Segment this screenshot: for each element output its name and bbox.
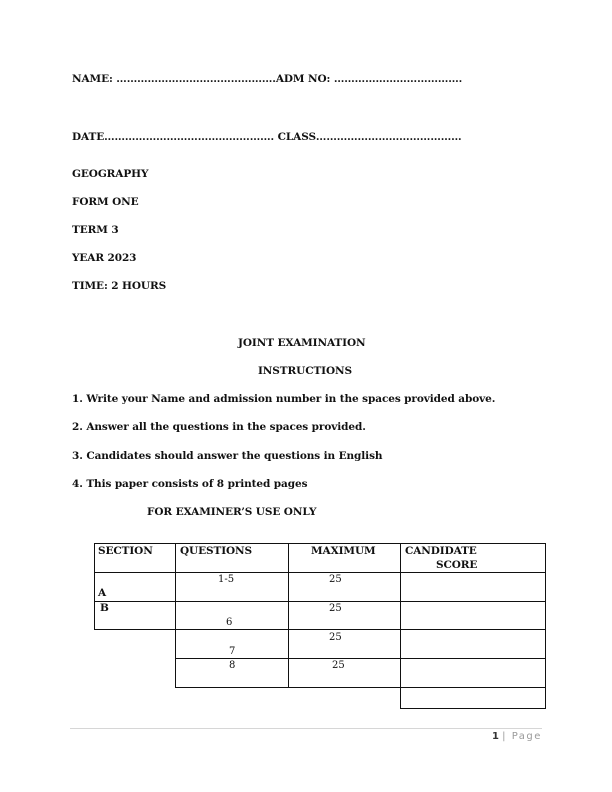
candidate-score-cell[interactable] <box>401 630 545 658</box>
total-score-cell[interactable] <box>401 688 545 708</box>
candidate-score-cell[interactable] <box>401 659 545 687</box>
date-class-line: DATE…………………………………………. CLASS…………………………………… <box>72 131 462 143</box>
header-section: SECTION <box>98 545 153 557</box>
instruction-2: 2. Answer all the questions in the spaces provided. <box>72 421 366 433</box>
row-questions: 8 <box>229 660 236 671</box>
examiner-title: FOR EXAMINER’S USE ONLY <box>147 506 317 518</box>
row-maximum: 25 <box>329 574 342 585</box>
table-border <box>288 543 289 688</box>
header-maximum: MAXIMUM <box>311 545 376 557</box>
table-border <box>545 543 546 709</box>
table-border <box>400 708 546 709</box>
table-border <box>94 543 546 544</box>
candidate-score-cell[interactable] <box>401 573 545 601</box>
instruction-4: 4. This paper consists of 8 printed pages <box>72 478 308 490</box>
table-border <box>94 543 95 630</box>
row-maximum: 25 <box>329 603 342 614</box>
header-questions: QUESTIONS <box>180 545 253 557</box>
candidate-score-cell[interactable] <box>401 602 545 629</box>
row-section: A <box>98 587 107 599</box>
table-border <box>175 543 176 688</box>
page-number: 1 <box>492 731 499 742</box>
header-score: SCORE <box>436 559 478 571</box>
instructions-title: INSTRUCTIONS <box>258 365 352 377</box>
page-footer <box>492 731 542 742</box>
year: YEAR 2023 <box>72 252 137 264</box>
exam-title: JOINT EXAMINATION <box>238 337 366 349</box>
page-label: | Page <box>502 731 542 742</box>
row-section: B <box>100 602 109 614</box>
form: FORM ONE <box>72 196 139 208</box>
row-questions: 1-5 <box>218 574 235 585</box>
name-adm-line: NAME: ……………………………………….ADM NO: ………………………………. <box>72 73 463 85</box>
instruction-3: 3. Candidates should answer the questions in English <box>72 450 383 462</box>
instruction-1: 1. Write your Name and admission number in the spaces provided above. <box>72 393 496 405</box>
footer-divider <box>70 728 542 729</box>
term: TERM 3 <box>72 224 119 236</box>
row-maximum: 25 <box>332 660 345 671</box>
header-candidate: CANDIDATE <box>405 545 477 557</box>
row-questions: 6 <box>226 617 233 628</box>
subject: GEOGRAPHY <box>72 168 149 180</box>
row-questions: 7 <box>229 646 236 657</box>
row-maximum: 25 <box>329 632 342 643</box>
time: TIME: 2 HOURS <box>72 280 167 292</box>
